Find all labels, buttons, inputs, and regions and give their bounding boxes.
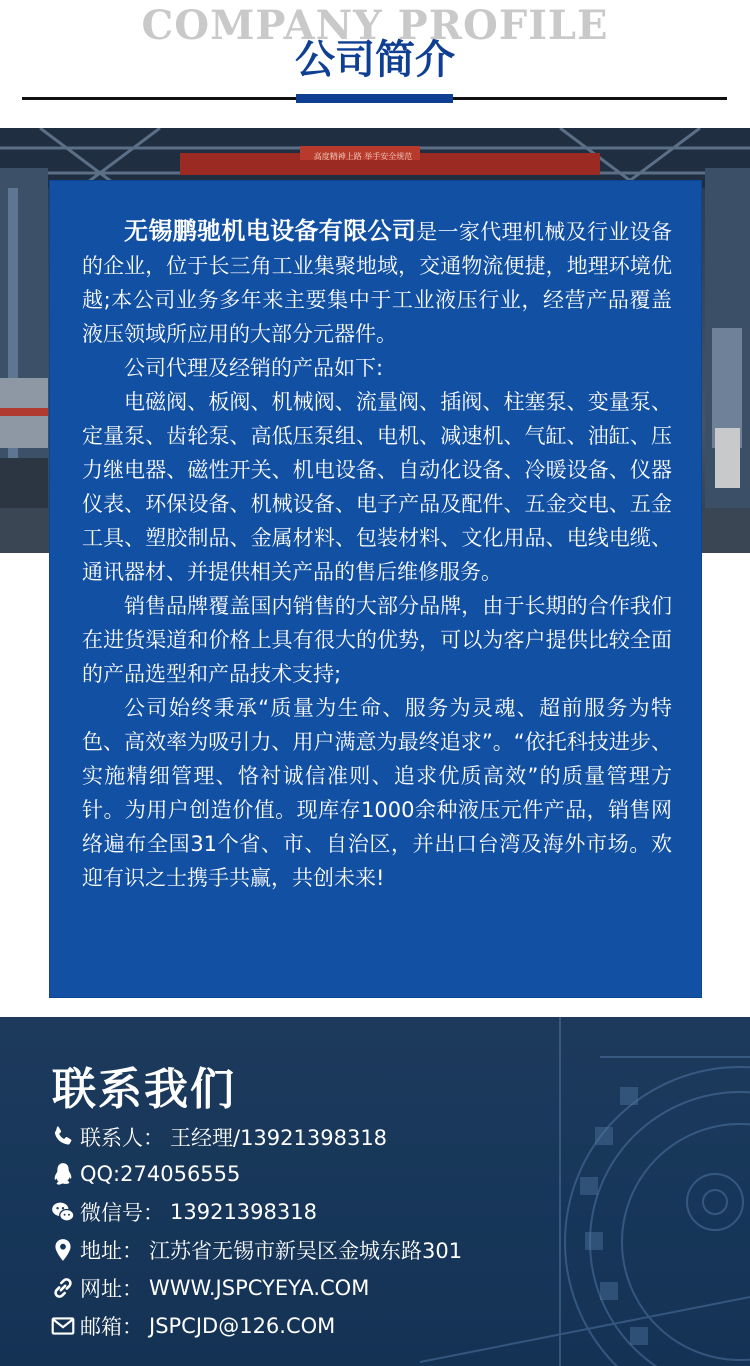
phone-icon [50, 1124, 76, 1150]
location-pin-icon [50, 1237, 76, 1263]
contact-person-label: 联系人： [80, 1126, 164, 1150]
contact-title: 联系我们 [52, 1064, 236, 1115]
header-background-title: COMPANY PROFILE [141, 2, 609, 49]
contact-website-value[interactable]: WWW.JSPCYEYA.COM [149, 1276, 370, 1300]
contact-address-row [50, 1234, 462, 1266]
contact-email-label: 邮箱： [80, 1315, 143, 1339]
contact-qq-row [50, 1158, 240, 1190]
products-paragraph: 电磁阀、板阀、机械阀、流量阀、插阀、柱塞泵、变量泵、定量泵、齿轮泵、高低压泵组、电机、减速机、气缸、油缸、压力继电器、磁性开关、机电设备、自动化设备、冷暖设备、仪器仪表、环保设备、机械设备、电子产品及配件、五金交电、五金工具、塑胶制品、金属材料、包装材料、文化用品、电线电缆、通讯器材、并提供相关产品的售后维修服务。 [82, 390, 672, 584]
contact-wechat-value[interactable]: 13921398318 [170, 1200, 317, 1224]
contact-address-label: 地址： [80, 1239, 143, 1263]
contact-website-row [50, 1272, 369, 1304]
page-title: 公司简介 [295, 37, 455, 83]
contact-person-row [50, 1121, 387, 1153]
contact-email-row [50, 1310, 335, 1342]
intro-text: 是一家代理机械及行业设备的企业，位于长三角工业集聚地域，交通物流便捷，地理环境优越;本公司业务多年来主要集中于工业液压行业，经营产品覆盖液压领域所应用的大部分元器件。 [82, 220, 673, 346]
products-heading: 公司代理及经销的产品如下: [124, 356, 384, 380]
contact-person-value[interactable]: 王经理/13921398318 [170, 1126, 388, 1150]
wechat-icon [50, 1199, 76, 1225]
company-profile-card [49, 180, 702, 998]
header-accent-bar [296, 94, 453, 103]
profile-text [82, 214, 672, 895]
envelope-icon [50, 1313, 76, 1339]
contact-wechat-label: 微信号： [80, 1201, 164, 1225]
intro-paragraph [82, 214, 672, 351]
contact-address-value: 江苏省无锡市新吴区金城东路301 [149, 1239, 463, 1263]
contact-section [0, 1017, 750, 1366]
crane-banner-text: 高度精神上路 举手安全规范 [313, 152, 413, 161]
contact-qq-text[interactable]: QQ:274056555 [80, 1162, 241, 1186]
qq-penguin-icon [50, 1161, 76, 1187]
contact-wechat-row [50, 1196, 317, 1228]
contact-email-value[interactable]: JSPCJD@126.COM [149, 1314, 336, 1338]
link-icon [50, 1275, 76, 1301]
contact-website-label: 网址： [80, 1277, 143, 1301]
brands-paragraph: 销售品牌覆盖国内销售的大部分品牌，由于长期的合作我们在进货渠道和价格上具有很大的优势，可以为客户提供比较全面的产品选型和产品技术支持; [82, 594, 672, 686]
company-name: 无锡鹏驰机电设备有限公司 [124, 217, 417, 245]
philosophy-paragraph: 公司始终秉承“质量为生命、服务为灵魂、超前服务为特色、高效率为吸引力、用户满意为最终追求”。“依托科技进步、实施精细管理、恪衬诚信准则、追求优质高效”的质量管理方针。为用户创造价值。现库存1000余种液压元件产品，销售网络遍布全国31个省、市、自治区，并出口台湾及海外市场。欢迎有识之士携手共赢，共创未来! [82, 696, 672, 890]
